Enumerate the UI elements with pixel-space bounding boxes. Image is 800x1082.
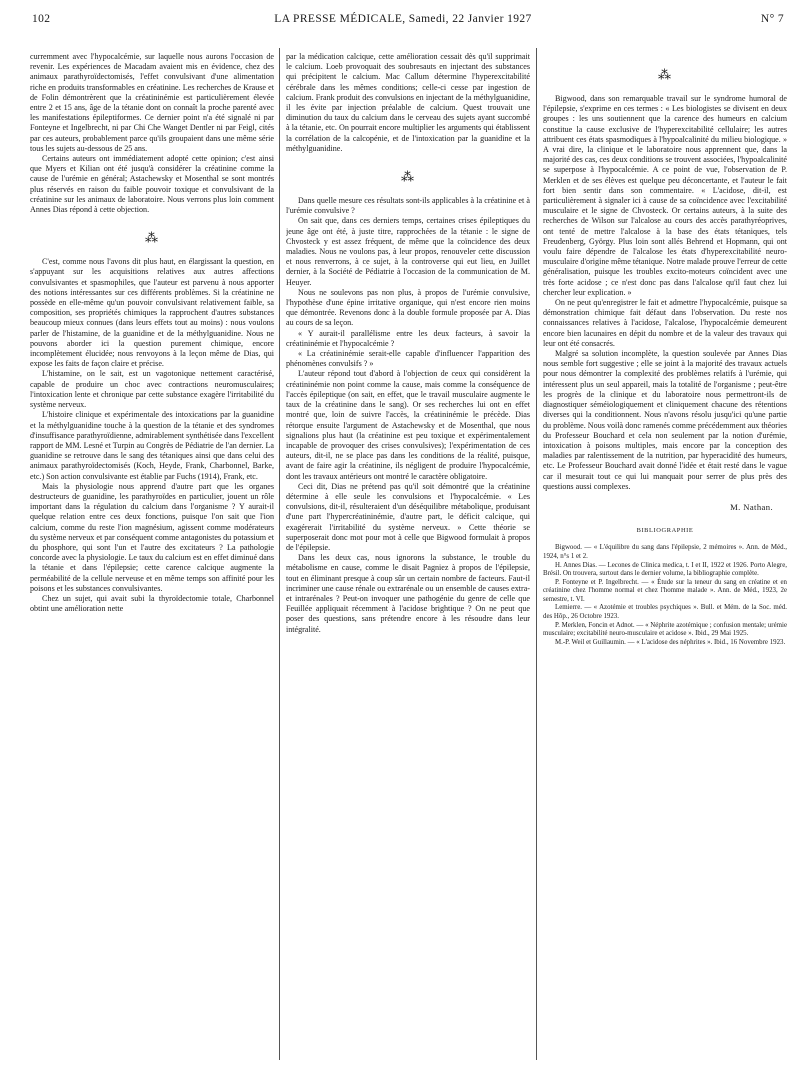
paragraph: On sait que, dans ces derniers temps, certaines crises épileptiques du jeune âge ont été, à juste titre, rapprochées de la tétanie : le signe de Chvosteck y est assez fréquent, de même que la coïncidence des deux maladies. Nous ne voulons pas, à leur propos, renouveler cette discussion et nous renverrons, à ce sujet, à la controverse qui eut lieu, en Juillet dernier, à la Société de Pédiatrie à l'occasion de la communication de M. Heuyer. (286, 216, 530, 287)
paragraph: Nous ne soulevons pas non plus, à propos de l'urémie convulsive, l'hypothèse d'une épine irritative organique, qui n'est encore rien moins que démontrée. Revenons donc à la double formule proposée par A. Dias au cours de sa leçon. (286, 287, 530, 328)
author-signature: M. Nathan. (730, 501, 773, 512)
paragraph: par la médication calcique, cette amélioration cessait dès qu'il supprimait le calcium. Loeb provoquait des soubresauts en injectant des substances qui précipitent le calcium. Mac Callum détermine l'hyperexcitabilité cérébrale dans les mêmes conditions; celle-ci cesse par ingestion de calcium. Frank produit des convulsions en injectant de la méthylguanidine, il les évite par injection préalable de calcium. Quest trouvait une diminution du taux du calcium dans le cerveau des sujets ayant succombé à la tétanie, etc. On pourrait encore multiplier les arguments qui établissent la corrélation de la calcopénie, et de l'intoxication par la guanidine et la méthylguanidine. (286, 52, 530, 153)
page-number: 102 (32, 13, 51, 25)
bibliography-entry: Bigwood. — « L'équilibre du sang dans l'épilepsie, 2 mémoires ». Ann. de Méd., 1924, n°s 1 et 2. (543, 544, 787, 560)
paragraph: On ne peut qu'enregistrer le fait et admettre l'hypocalcémie, puisque sa démonstration chimique fait défaut dans l'observation. Du reste nos connaissances relatives à l'acidose, l'alcalose, l'hypocalcémie demeurent encore bien lacunaires en dépit du nombre et de la valeur des travaux qui leur ont été consacrés. (543, 298, 787, 348)
paragraph: Chez un sujet, qui avait subi la thyroïdectomie totale, Charbonnel obtint une amélioration nette (30, 593, 274, 614)
section-separator: ⁂ (145, 230, 159, 246)
paragraph: « La créatininémie serait-elle capable d'influencer l'apparition des phénomènes convulsifs ? » (286, 349, 530, 369)
paragraph: C'est, comme nous l'avons dit plus haut, en élargissant la question, en s'appuyant sur les acquisitions relatives aux autres affections convulsivantes et spasmophiles, que l'auteur est parvenu à nous apporter des notions intéressantes sur ces différents problèmes. Si la créatinine ne possède en elle-même qu'un pouvoir convulsivant relativement faible, sa composition, ses propriétés chimiques la rapprochent d'autres substances beaucoup mieux connues (dans leurs effets tout au moins) : nous voulons parler de l'histamine, de la guanidine et de la méthylguanidine. Nous ne pouvons aborder ici la question purement chimique, encore incomplètement élucidée; nous renvoyons à la leçon même de Dias, qui expose les faits de façon claire et précise. (30, 257, 274, 369)
column-left (30, 52, 274, 1072)
paragraph: L'histamine, on le sait, est un vagotonique nettement caractérisé, capable de produire un choc avec contractions neuromusculaires; l'intoxication lente et chronique par cette substance exagère l'irritabilité du système nerveux. (30, 369, 274, 410)
bibliography-entry: Lemierre. — « Azotémie et troubles psychiques ». Bull. et Mém. de la Soc. méd. des Hôp., 26 Octobre 1923. (543, 604, 787, 621)
paragraph: « Y aurait-il parallélisme entre les deux facteurs, à savoir la créatininémie et l'hypocalcémie ? (286, 328, 530, 348)
paragraph: Ceci dit, Dias ne prétend pas qu'il soit démontré que la créatinine détermine à elle seule les convulsions et l'hypocalcémie. « Les convulsions, dit-il, résulteraient d'un déséquilibre métabolique, produisant d'une part l'hypercréatininémie, d'autre part, le déficit calcique, qui exagérerait l'irritabilité du système nerveux. » Cette théorie se superposerait donc mot pour mot à celle que Bigwood formulait à propos de l'épilepsie. (286, 481, 530, 552)
journal-title: LA PRESSE MÉDICALE, Samedi, 22 Janvier 1927 (274, 13, 532, 25)
bibliography-entry: H. Annes Dias. — Lecones de Clinica medica, t. I et II, 1922 et 1926. Porto Alegre, Brésil. On trouvera, surtout dans le dernier volume, la bibliographie complète. (543, 561, 787, 578)
column-right (543, 52, 787, 1072)
paragraph: L'histoire clinique et expérimentale des intoxications par la guanidine et la méthylguanidine touche à la question de la tétanie et des syndromes d'insuffisance parathyroïdienne, admirablement synthétisée dans l'excellent rapport de MM. Lesné et Turpin au Congrès de Pédiatrie de l'an dernier. La guanidine se retrouve dans le sang des tétaniques ainsi que dans celui des animaux parathyroïdectomisés (Koch, Heyde, Frank, Charbonnel, Barke, etc.) Son action convulsivante est établie par Fuchs (1914), Frank, etc. (30, 410, 274, 481)
paragraph: Malgré sa solution incomplète, la question soulevée par Annes Dias nous semble fort suggestive ; elle se joint à la majorité des travaux actuels pour nous démontrer la complexité des problèmes relatifs à l'urémie, qui intéressent plus un seul appareil, mais la totalité de l'organisme ; peut-être les progrès de la clinique et du laboratoire nous permettront-ils de diagnostiquer séméiologiquement et cliniquement chacune des rétentions diverses qui la conditionnent. Nous n'avons résolu jusqu'ici qu'une partie du problème. Nous voilà donc ramenés comme précédemment aux théories du Professeur Bouchard et cela non seulement par la notion d'urémie, intoxication à poisons multiples, mais encore par la conception des maladies par ralentissement de la nutrition, par hyperacidité des humeurs, etc. Le Professeur Bouchard avait donné l'idée et était resté dans le vague car il mesurait tout ce qui lui manquait pour serrer de plus près des questions aussi complexes. (543, 349, 787, 491)
page-header (18, 13, 788, 31)
bibliography-entry: P. Fonteyne et P. Ingelbrecht. — « Étude sur la teneur du sang en créatine et en créatinine chez l'homme normal et chez l'homme malade ». Ann. de Méd., 1923, 2e semestre, t. VI. (543, 578, 787, 603)
paragraph: Dans quelle mesure ces résultats sont-ils applicables à la créatinine et à l'urémie convulsive ? (286, 196, 530, 216)
column-divider (536, 48, 537, 1060)
paragraph: Bigwood, dans son remarquable travail sur le syndrome humoral de l'épilepsie, s'exprime en ces termes : « Les biologistes se divisent en deux groupes : les uns soutiennent que la carence des humeurs en calcium constitue la cause exclusive de l'hyperexcitabilité cellulaire; les autres attribuent ces états spasmodiques à l'hypoalcalinité du milieu biologique. » A vrai dire, la clinique et le laboratoire nous apprennent que, dans la majorité des cas, ces deux conditions se trouvent associées, l'hypoalcalinité se superpose à l'hypocalcémie. A ce point de vue, l'observation de P. Merklen et de ses élèves est quelque peu déconcertante, et l'auteur le fait fort bien sentir dans son commentaire. « L'acidose, dit-il, est particulièrement à signaler ici à cause de sa coïncidence avec l'excitabilité musculaire et le signe de Chvosteck. Or certains auteurs, à la suite des recherches de Wilson sur l'alcalose au cours des accès parathyréoprives, ont tenté de mettre l'alcalose à la base des états tétaniques, tels Freudenberg, György. Plus loin sont allés Behrend et Hopmann, qui ont voulu faire dépendre de l'alcalose les états d'hyperexcitabilité neuro-musculaire d'origine même tétanique. Notre malade prouve l'erreur de cette généralisation, puisque les troubles excito-moteurs coïncident avec une très forte acidose ; ce n'est donc pas dans l'alcalose qu'il faut chez lui chercher leur explication. » (543, 94, 787, 297)
paragraph: Dans les deux cas, nous ignorons la substance, le trouble du métabolisme en cause, comme le disait Pagniez à propos de l'épilepsie, tout en éliminant presque à coup sûr un certain nombre de facteurs. Faut-il incriminer une cause rénale ou extrarénale ou un ensemble de causes extra- et intrarénales ? Peut-on invoquer une pathogénie du genre de celle que Feuillée appliquait récemment à l'acidose brightique ? On ne peut que poser des questions, sans prétendre encore à les résoudre dans leur intégralité. (286, 553, 530, 634)
bibliography-heading: BIBLIOGRAPHIE (636, 527, 694, 535)
column-divider (279, 48, 280, 1060)
section-separator: ⁂ (401, 169, 415, 185)
column-middle (286, 52, 530, 1072)
paragraph: L'auteur répond tout d'abord à l'objection de ceux qui considèrent la créatininémie non point comme la cause, mais comme la conséquence de l'accès épileptique (on sait, en effet, que le travail musculaire augmente le taux de la créatinine dans le sang). Or ses recherches lui ont en effet montré que, loin de suivre l'accès, la créatininémie le précède. Dias rétorque ensuite l'argument de Astachewsky et de Mosenthal, que nous signalions plus haut (la créatinine est peu toxique et expérimentalement incapable de provoquer des crises convulsives); l'expérimentation de ces auteurs, dit-il, ne se place pas dans les conditions de la réalité, puisque, avant de faire agir la créatinine, ils négligent de produire l'hypocalcémie, dont les travaux antérieurs ont montré le caractère obligatoire. (286, 369, 530, 481)
bibliography-entry: M.-P. Weil et Guillaumin. — « L'acidose des néphrites ». Ibid., 16 Novembre 1923. (555, 638, 786, 646)
paragraph: Certains auteurs ont immédiatement adopté cette opinion; c'est ainsi que Myers et Kilian ont été jusqu'à considérer la créatinine comme la cause de l'urémie en général; Astachewsky et Mosenthal se sont montrés plus réservés en raison du faible pouvoir toxique et convulsivant de la créatinine sur les animaux de laboratoire. Nous verrons plus loin comment Annes Dias répond à cette objection. (30, 154, 274, 215)
paragraph: Mais la physiologie nous apprend d'autre part que les organes destructeurs de guanidine, les parathyroïdes en particulier, jouent un rôle important dans la régulation du calcium dans l'organisme ? Y aurait-il quelque relation entre ces deux fonctions, puisque l'on sait que l'ion calcium, comme du reste l'ion magnésium, agissent comme modérateurs du système nerveux et par conséquent comme antagonistes du potassium et du phosphore, qui sont l'un et l'autre des excitateurs ? La pathologie concorde avec la physiologie. Le taux du calcium est en effet diminué dans la tétanie et dans l'épilepsie; cette carence calcique augmente la perméabilité de la cellule nerveuse et en même temps son affinité pour les poisons et les substances convulsivantes. (30, 481, 274, 593)
paragraph: curremment avec l'hypocalcémie, sur laquelle nous aurons l'occasion de revenir. Les expériences de Macadam avaient mis en évidence, chez des animaux parathyroïdectomisés, l'effet convulsivant d'une alimentation riche en produits transformables en créatinine. Les recherches de Krause et de Folin démontrèrent que la créatininémie est particulièrement élevée entre 2 et 15 ans, âge de la tétanie dont on connaît la proche parenté avec les manifestations épileptiformes. Ce dernier point n'a été signalé ni par Fonteyne et Ingelbrecht, ni par Chi Che Wanget Dentler ni par Feigl, cités par ces auteurs, probablement parce qu'ils groupaient dans une même série tous les sujets au-dessous de 25 ans. (30, 52, 274, 153)
issue-number: N° 7 (760, 13, 784, 25)
section-separator: ⁂ (658, 67, 672, 82)
bibliography-entry: P. Merklen, Foncin et Adnot. — « Néphrite azotémique ; confusion mentale; urémie musculaire; excitabilité neuro-musculaire et acidose ». Ibid., 29 Mai 1925. (543, 621, 787, 638)
